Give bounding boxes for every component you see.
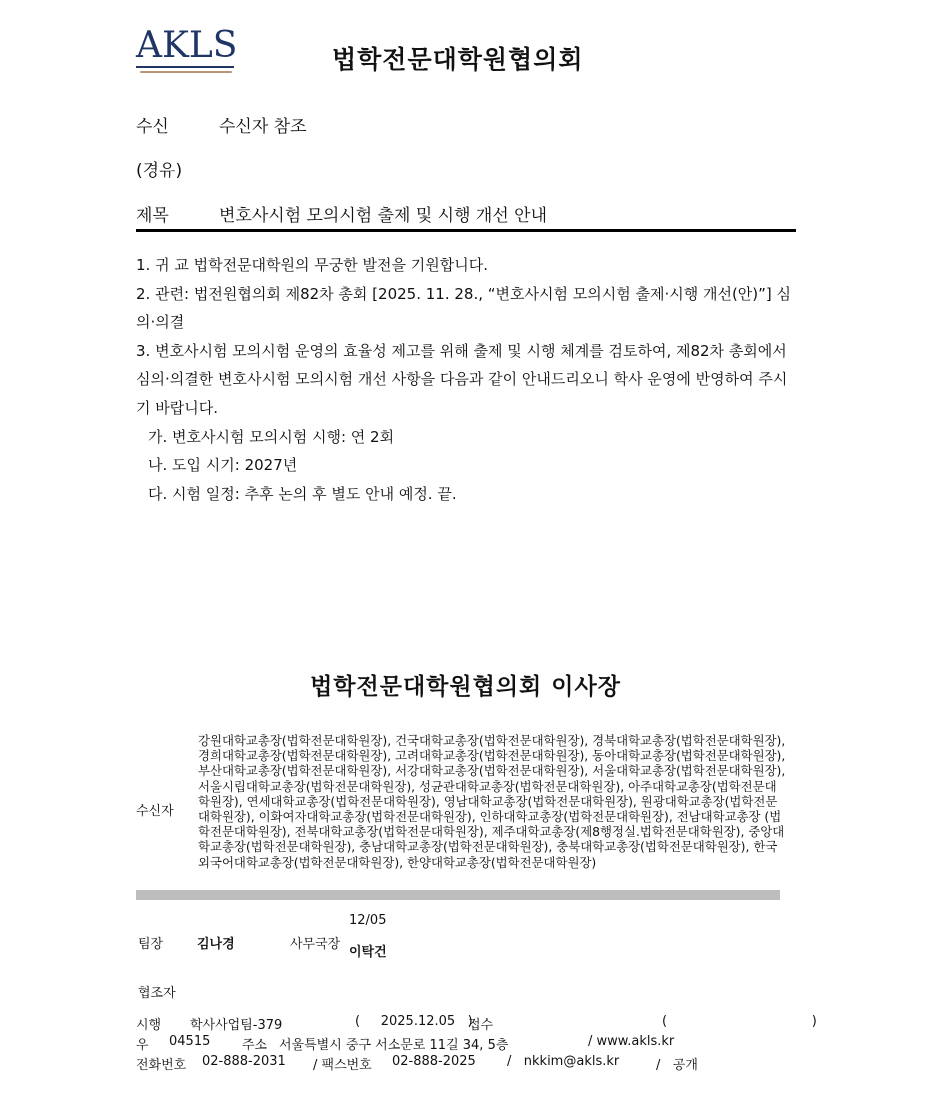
sec-gen-date: 12/05 [349,913,387,928]
logo-text: AKLS [136,25,238,66]
signature-title: 법학전문대학원협의회 이사장 [310,674,621,700]
email: / nkkim@akls.kr [507,1054,620,1069]
subject-value: 변호사시험 모의시험 출제 및 시행 개선 안내 [219,206,548,226]
akls-logo [136,25,238,78]
address-label: 주소 [242,1038,268,1053]
logo-underline-accent [140,71,232,73]
receipt-label: 접수 [468,1018,494,1033]
subject-label: 제목 [136,206,169,226]
recipient-label: 수신 [136,117,169,137]
cooperator-label: 협조자 [138,986,176,1001]
phone-value: 02-888-2031 [202,1054,286,1069]
zip-label: 우 [136,1038,149,1053]
body-paragraph-2: 2. 관련: 법전원협의회 제82차 총회 [2025. 11. 28., “변호사시험 모의시험 출제·시행 개선(안)”] 심의·의결 [136,284,792,332]
fax-label: / 팩스번호 [313,1058,372,1073]
body-paragraph-1: 1. 귀 교 법학전문대학원의 무궁한 발전을 기원합니다. [136,256,488,274]
exec-label: 시행 [136,1018,162,1033]
exec-value: 학사사업팀-379 [190,1018,283,1033]
header-divider [136,229,796,232]
body-item-c: 다. 시험 일정: 추후 논의 후 별도 안내 예정. 끝. [148,484,457,503]
receipt-value: ( ) [662,1014,817,1029]
public-status: / 공개 [656,1058,698,1073]
address-value: 서울특별시 중구 서소문로 11길 34, 5층 [279,1038,509,1053]
fax-value: 02-888-2025 [392,1054,476,1069]
body-item-a: 가. 변호사시험 모의시험 시행: 연 2회 [148,427,395,446]
website: / www.akls.kr [588,1034,675,1049]
team-lead-name: 김나경 [197,937,235,952]
recipients-divider [136,890,780,900]
recipients-label: 수신자 [136,804,174,819]
body-paragraph-3: 3. 변호사시험 모의시험 운영의 효율성 제고를 위해 출제 및 시행 체계를 검토하여, 제82차 총회에서 심의·의결한 변호사시험 모의시험 개선 사항을 다음과 같이 안내드리오니 학사 운영에 반영하여 주시기 바랍니다. [136,341,788,417]
zip-value: 04515 [169,1034,211,1049]
exec-date: ( 2025.12.05 ) [355,1014,473,1029]
document-body [136,251,796,508]
org-title: 법학전문대학원협의회 [332,45,584,74]
sec-gen-name: 이탁건 [349,945,387,960]
team-lead-label: 팀장 [138,937,164,952]
via-label: (경유) [136,161,183,181]
phone-label: 전화번호 [136,1058,187,1073]
sec-gen-label: 사무국장 [290,937,341,952]
recipients-list: 강원대학교총장(법학전문대학원장), 건국대학교총장(법학전문대학원장), 경북대학교총장(법학전문대학원장), 경희대학교총장(법학전문대학원장), 고려대학교총장(법학전문대학원장), 동아대학교총장(법학전문대학원장), 부산대학교총장(법학전문대학원장), 서강대학교총장(법학전문대학원장), 서울대학교총장(법학전문대학원장), 서울시립대학교총장(법학전문대학원장), 성균관대학교총장(법학전문대학원장), 아주대학교총장(법학전문대학원장), 연세대학교총장(법학전문대학원장), 영남대학교총장(법학전문대학원장), 원광대학교총장(법학전문대학원장), 이화여자대학교총장(법학전문대학원장), 인하대학교총장(법학전문대학원장), 전남대학교총장 (법학전문대학원장), 전북대학교총장(법학전문대학원장), 제주대학교총장(제8행정실.법학전문대학원장), 중앙대학교총장(법학전문대학원장), 충남대학교총장(법학전문대학원장), 충북대학교총장(법학전문대학원장), 한국외국어대학교총장(법학전문대학원장), 한양대학교총장(법학전문대학원장) [198,733,786,870]
logo-underline [136,66,234,68]
recipient-value: 수신자 참조 [219,117,307,137]
body-item-b: 나. 도입 시기: 2027년 [148,456,298,475]
